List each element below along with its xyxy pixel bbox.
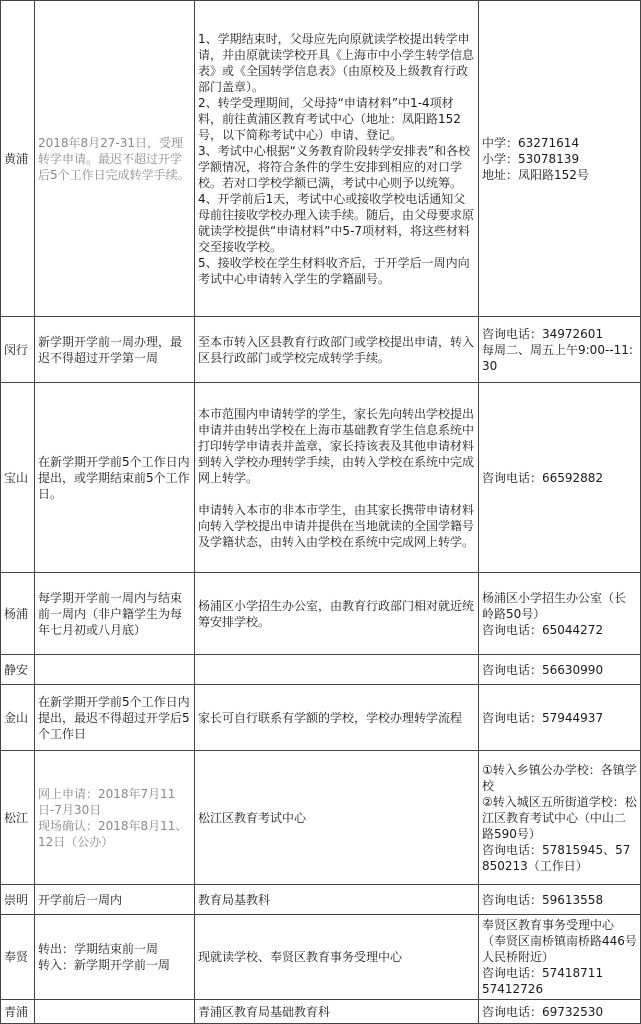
table-row bbox=[1, 1000, 641, 1024]
time-cell: 在新学期开学前5个工作日内提出，或学期结束前5个工作日。 bbox=[35, 383, 195, 573]
table-row bbox=[1, 885, 641, 915]
table-row bbox=[1, 1, 641, 317]
process-cell: 家长可自行联系有学额的学校，学校办理转学流程 bbox=[195, 685, 479, 751]
process-cell: 杨浦区小学招生办公室，由教育行政部门相对就近统筹安排学校。 bbox=[195, 573, 479, 655]
process-cell: 至本市转入区县教育行政部门或学校提出申请，转入区县行政部门或学校完成转学手续。 bbox=[195, 317, 479, 383]
district-cell: 金山 bbox=[1, 685, 35, 751]
process-cell: 1、学期结束时，父母应先向原就读学校提出转学申请，并由原就读学校开具《上海市中小学生转学信息表》或《全国转学信息表》（由原校及上级教育行政部门盖章）。 2、转学受理期间，父母持“申请材料”中1-4项材料，前往黄浦区教育考试中心（地址：凤阳路152号，以下简称考试中心）申请、登记。 3、考试中心根据“义务教育阶段转学安排表”和各校学额情况，将符合条件的学生安排到相应的对口学校。若对口学校学额已满，考试中心则予以统筹。 4、开学前后1天，考试中心或接收学校电话通知父母前往接收学校办理入读手续。随后，由父母要求原就读学校提供“申请材料”中5-7项材料，将这些材料交至接收学校。 5、接收学校在学生材料收齐后，于开学后一周内向考试中心申请转入学生的学籍副号。 bbox=[195, 1, 479, 317]
time-cell: 转出：学期结束前一周 转入：新学期开学前一周 bbox=[35, 915, 195, 1000]
district-cell: 杨浦 bbox=[1, 573, 35, 655]
district-cell: 松江 bbox=[1, 751, 35, 885]
contact-cell: 咨询电话：56630990 bbox=[479, 655, 641, 685]
district-cell: 静安 bbox=[1, 655, 35, 685]
process-cell: 松江区教育考试中心 bbox=[195, 751, 479, 885]
time-cell: 2018年8月27-31日，受理转学申请。最迟不超过开学后5个工作日完成转学手续。 bbox=[35, 1, 195, 317]
contact-cell: 中学：63271614 小学：53078139 地址：凤阳路152号 bbox=[479, 1, 641, 317]
district-cell: 闵行 bbox=[1, 317, 35, 383]
contact-cell: ①转入乡镇公办学校：各镇学校 ②转入城区五所街道学校：松江区教育考试中心（中山二路590号） 咨询电话：57815945、57850213（工作日） bbox=[479, 751, 641, 885]
table-row bbox=[1, 383, 641, 573]
district-cell: 奉贤 bbox=[1, 915, 35, 1000]
district-cell: 宝山 bbox=[1, 383, 35, 573]
table-row bbox=[1, 317, 641, 383]
time-cell: 网上申请：2018年7月11日-7月30日 现场确认：2018年8月11、12日（公办） bbox=[35, 751, 195, 885]
time-cell bbox=[35, 1000, 195, 1024]
time-cell bbox=[35, 655, 195, 685]
table-row bbox=[1, 751, 641, 885]
contact-cell: 奉贤区教育事务受理中心（奉贤区南桥镇南桥路446号 人民桥附近） 咨询电话：57418711 57412726 bbox=[479, 915, 641, 1000]
time-cell: 开学前后一周内 bbox=[35, 885, 195, 915]
district-cell: 黄浦 bbox=[1, 1, 35, 317]
time-cell: 每学期开学前一周内与结束前一周内（非户籍学生为每年七月初或八月底） bbox=[35, 573, 195, 655]
district-cell: 崇明 bbox=[1, 885, 35, 915]
contact-cell: 咨询电话：57944937 bbox=[479, 685, 641, 751]
process-cell bbox=[195, 655, 479, 685]
process-cell: 现就读学校、奉贤区教育事务受理中心 bbox=[195, 915, 479, 1000]
process-cell: 教育局基教科 bbox=[195, 885, 479, 915]
district-cell: 青浦 bbox=[1, 1000, 35, 1024]
time-cell: 在新学期开学前5个工作日内提出，最迟不得超过开学后5个工作日 bbox=[35, 685, 195, 751]
table-row bbox=[1, 915, 641, 1000]
process-cell: 本市范围内申请转学的学生，家长先向转出学校提出申请并由转出学校在上海市基础教育学生信息系统中打印转学申请表并盖章，家长持该表及其他申请材料到转入学校办理转学手续，由转入学校在系统中完成网上转学。 申请转入本市的非本市学生，由其家长携带申请材料向转入学校提出申请并提供在当地就读的全国学籍号及学籍状态，由转入由学校在系统中完成网上转学。 bbox=[195, 383, 479, 573]
time-cell: 新学期开学前一周办理，最迟不得超过开学第一周 bbox=[35, 317, 195, 383]
table-row bbox=[1, 655, 641, 685]
contact-cell: 杨浦区小学招生办公室（长岭路50号） 咨询电话：65044272 bbox=[479, 573, 641, 655]
process-cell: 青浦区教育局基础教育科 bbox=[195, 1000, 479, 1024]
table-row bbox=[1, 685, 641, 751]
contact-cell: 咨询电话：69732530 bbox=[479, 1000, 641, 1024]
contact-cell: 咨询电话：66592882 bbox=[479, 383, 641, 573]
contact-cell: 咨询电话：59613558 bbox=[479, 885, 641, 915]
contact-cell: 咨询电话：34972601 每周二、周五上午9:00--11:30 bbox=[479, 317, 641, 383]
table-row bbox=[1, 573, 641, 655]
